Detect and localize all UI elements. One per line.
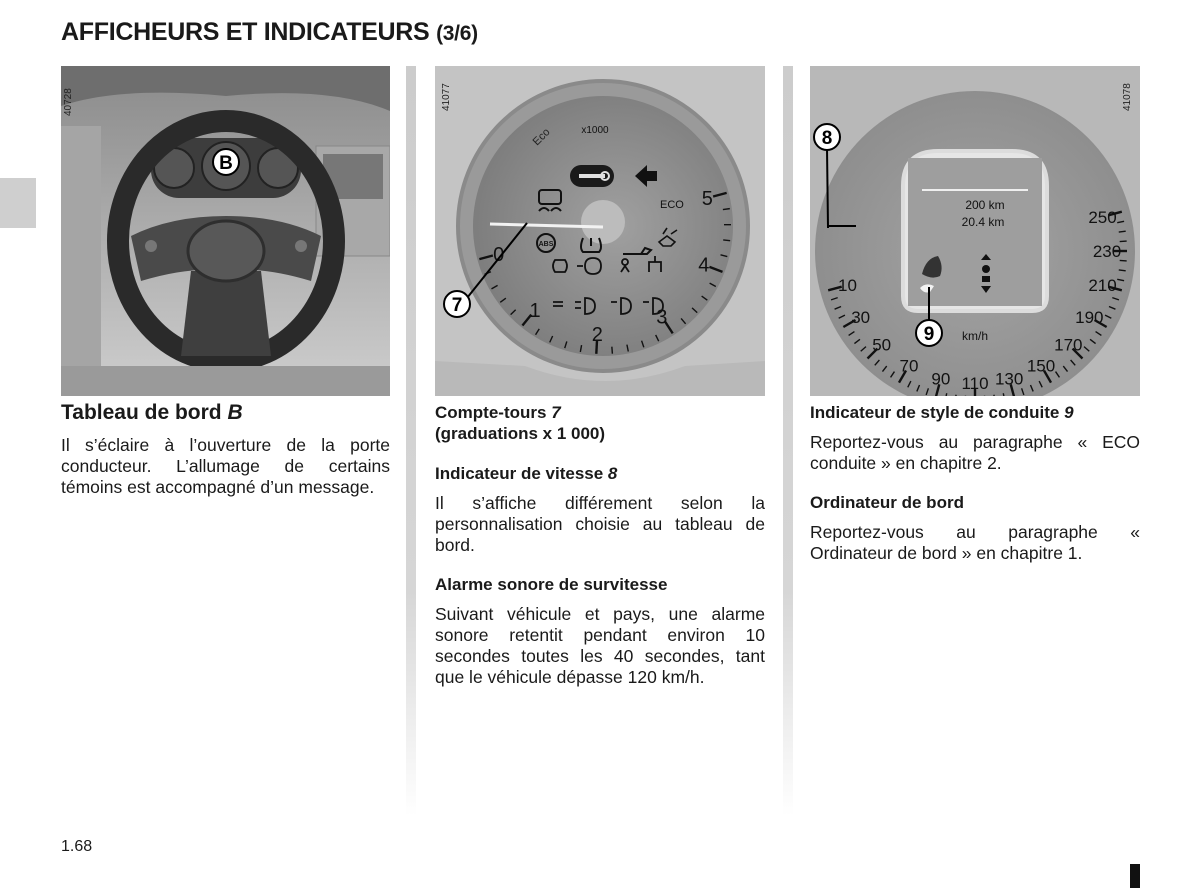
section-heading: Ordinateur de bord (810, 493, 964, 512)
speed-scale-label: 170 (1054, 335, 1083, 355)
rpm-scale-label: 1 (529, 299, 541, 322)
svg-text:8: 8 (821, 128, 833, 149)
speed-scale-label: 10 (838, 276, 857, 296)
speed-scale-label: 150 (1026, 356, 1056, 376)
eco-label: ECO (660, 199, 684, 211)
speed-scale-label: 190 (1075, 307, 1104, 327)
rpm-scale-label: 4 (698, 254, 710, 277)
speed-scale-label: 130 (994, 369, 1024, 389)
rpm-scale-tick (723, 240, 730, 241)
chapter-tab (0, 178, 36, 228)
service-wrench-icon (570, 165, 614, 187)
eco-arc-label: Eco (530, 126, 553, 149)
speed-scale-label: 30 (851, 307, 871, 327)
section-heading: Indicateur de style de conduite 9 (810, 403, 1074, 422)
rpm-scale-label: 5 (701, 188, 713, 211)
dashboard-illustration (61, 66, 390, 396)
callout-b (213, 149, 239, 175)
paragraph: Reportez-vous au paragraphe « Ordinateur de bord » en chapitre 1. (810, 522, 1140, 563)
section-heading: Indicateur de vitesse 8 (435, 464, 618, 483)
trip-distance: 200 km (965, 198, 1005, 212)
page-title-suffix: (3/6) (436, 22, 478, 45)
rpm-scale-tick (723, 209, 730, 210)
svg-text:ABS: ABS (538, 241, 554, 248)
rpm-multiplier: x1000 (581, 125, 609, 136)
speed-unit: km/h (961, 329, 989, 343)
figure-ref-number: 40728 (63, 88, 74, 116)
speed-scale-label: 90 (931, 369, 951, 389)
rpm-scale-label: 2 (591, 323, 603, 346)
figure-ref-number: 41078 (1122, 83, 1133, 111)
speedometer-illustration (810, 66, 1140, 396)
section-heading: Tableau de bord B (61, 401, 243, 424)
speed-scale-label: 50 (872, 335, 892, 355)
paragraph: Reportez-vous au paragraphe « ECO conduite » en chapitre 2. (810, 432, 1140, 473)
speed-scale-tick (1119, 231, 1126, 232)
rpm-scale-label: 3 (656, 306, 668, 329)
rpm-scale-tick (612, 347, 613, 354)
section-heading: Alarme sonore de survitesse (435, 575, 668, 594)
rpm-scale-label: 0 (493, 243, 505, 266)
speed-scale-label: 70 (899, 356, 919, 376)
speed-scale-label: 110 (961, 373, 989, 393)
column-separator (783, 66, 793, 816)
column-2 (435, 402, 765, 706)
speed-scale-tick (1119, 270, 1126, 271)
speed-scale-label: 230 (1092, 241, 1122, 261)
tachometer-illustration (435, 66, 765, 396)
speed-scale-label: 210 (1088, 276, 1117, 296)
column-1 (61, 402, 390, 516)
column-separator (406, 66, 416, 816)
page-number: 1.68 (61, 838, 93, 855)
paragraph: Il s’éclaire à l’ouverture de la porte conducteur. L’allumage de certains témoins est accompagné d’un message. (61, 435, 390, 497)
column-3 (810, 402, 1140, 582)
page-edge-marker (1130, 864, 1140, 888)
figure-ref-number: 41077 (441, 83, 452, 111)
svg-text:B: B (219, 153, 233, 174)
speed-scale-label: 250 (1088, 207, 1117, 227)
paragraph: Il s’affiche différement selon la personnalisation choisie au tableau de bord. (435, 493, 765, 555)
page-title (61, 18, 478, 47)
page-title-text: AFFICHEURS ET INDICATEURS (61, 18, 430, 46)
section-heading: Compte-tours 7 (graduations x 1 000) (435, 403, 606, 443)
svg-text:9: 9 (923, 324, 935, 345)
paragraph: Suivant véhicule et pays, une alarme sonore retentit pendant environ 10 secondes toutes les 40 secondes, tant que le véhicule dépasse 120 km/h. (435, 604, 765, 687)
trip-partial: 20.4 km (961, 215, 1005, 229)
svg-text:7: 7 (451, 295, 463, 316)
